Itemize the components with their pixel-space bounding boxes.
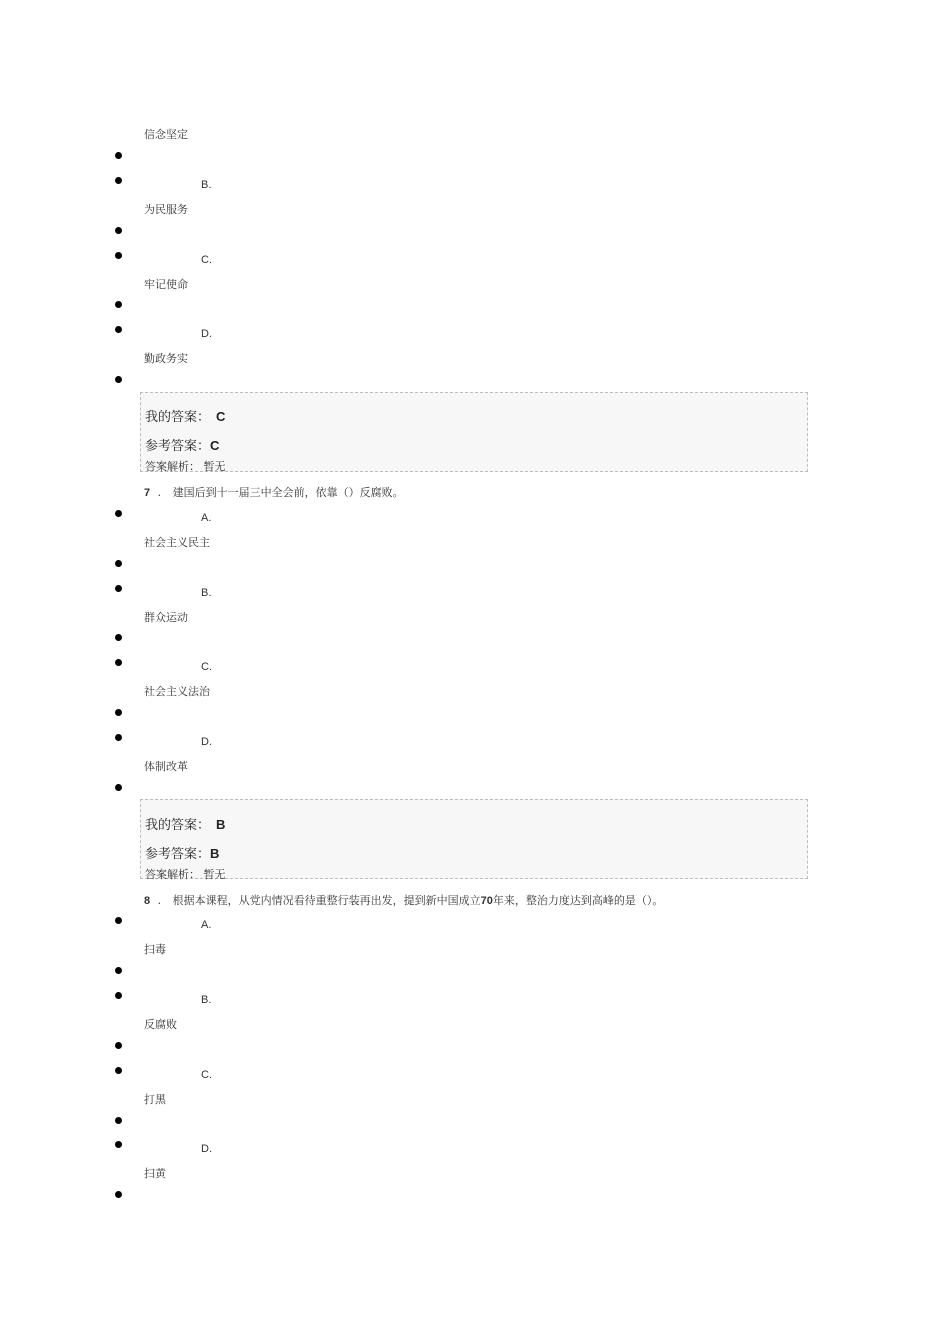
list-bullet xyxy=(115,326,122,333)
list-bullet xyxy=(115,784,122,791)
q6-answer-box xyxy=(140,392,808,472)
q7-my-answer xyxy=(145,814,225,833)
ref-answer-label: 参考答案： xyxy=(145,847,211,862)
question-text-part2: 年来，整治力度达到高峰的是（）。 xyxy=(492,894,664,907)
list-bullet xyxy=(115,917,122,924)
q6-ref-answer xyxy=(145,435,219,454)
list-bullet xyxy=(115,709,122,716)
question-number: 8 xyxy=(144,895,151,907)
q7-option-c-letter[interactable]: C. xyxy=(201,661,212,673)
question-number: 7 xyxy=(144,487,151,499)
list-bullet xyxy=(115,227,122,234)
question-text-part1: 根据本课程，从党内情况看待重整行装再出发，提到新中国成立 xyxy=(172,894,481,907)
q8-stem xyxy=(144,892,663,908)
q6-option-d-letter[interactable]: D. xyxy=(201,328,212,340)
q7-option-d-text: 体制改革 xyxy=(144,760,188,773)
list-bullet xyxy=(115,1117,122,1124)
question-text: 建国后到十一届三中全会前，依靠（）反腐败。 xyxy=(172,486,404,499)
explanation-value: 暂无 xyxy=(203,868,226,881)
q7-ref-answer xyxy=(145,843,219,862)
ref-answer-value: C xyxy=(210,438,220,453)
my-answer-value: B xyxy=(216,817,226,832)
question-separator: . xyxy=(157,894,162,907)
q7-option-a-text: 社会主义民主 xyxy=(144,536,210,549)
q6-option-b-text: 为民服务 xyxy=(144,203,188,216)
list-bullet xyxy=(115,585,122,592)
my-answer-value: C xyxy=(216,409,226,424)
q6-option-d-text: 勤政务实 xyxy=(144,352,188,365)
q8-option-a-letter[interactable]: A. xyxy=(201,919,212,931)
q6-option-c-text: 牢记使命 xyxy=(144,278,188,291)
q6-my-answer xyxy=(145,406,225,425)
q7-option-c-text: 社会主义法治 xyxy=(144,685,210,698)
list-bullet xyxy=(115,967,122,974)
list-bullet xyxy=(115,1191,122,1198)
list-bullet xyxy=(115,301,122,308)
ref-answer-label: 参考答案： xyxy=(145,439,211,454)
q6-option-b-letter[interactable]: B. xyxy=(201,179,212,191)
list-bullet xyxy=(115,152,122,159)
q8-option-d-text: 扫黄 xyxy=(144,1167,166,1180)
q8-option-a-text: 扫毒 xyxy=(144,943,166,956)
my-answer-label: 我的答案： xyxy=(145,410,211,425)
list-bullet xyxy=(115,734,122,741)
list-bullet xyxy=(115,1141,122,1148)
q7-explanation xyxy=(145,866,226,882)
ref-answer-value: B xyxy=(210,846,220,861)
list-bullet xyxy=(115,376,122,383)
q7-answer-box xyxy=(140,799,808,879)
my-answer-label: 我的答案： xyxy=(145,818,211,833)
list-bullet xyxy=(115,634,122,641)
list-bullet xyxy=(115,992,122,999)
list-bullet xyxy=(115,1067,122,1074)
q7-stem xyxy=(144,484,404,500)
list-bullet xyxy=(115,252,122,259)
q8-option-b-text: 反腐败 xyxy=(144,1018,177,1031)
explanation-value: 暂无 xyxy=(203,460,226,473)
q8-option-d-letter[interactable]: D. xyxy=(201,1143,212,1155)
q8-option-b-letter[interactable]: B. xyxy=(201,994,212,1006)
q6-option-a-text: 信念坚定 xyxy=(144,128,188,141)
question-separator: . xyxy=(157,486,162,499)
q7-option-b-text: 群众运动 xyxy=(144,611,188,624)
list-bullet xyxy=(115,177,122,184)
q7-option-d-letter[interactable]: D. xyxy=(201,736,212,748)
list-bullet xyxy=(115,510,122,517)
question-text-number: 70 xyxy=(480,895,493,907)
q6-explanation xyxy=(145,458,226,474)
explanation-label: 答案解析： xyxy=(145,868,200,881)
q7-option-a-letter[interactable]: A. xyxy=(201,512,212,524)
q7-option-b-letter[interactable]: B. xyxy=(201,587,212,599)
q8-option-c-letter[interactable]: C. xyxy=(201,1069,212,1081)
list-bullet xyxy=(115,1042,122,1049)
list-bullet xyxy=(115,560,122,567)
q8-option-c-text: 打黑 xyxy=(144,1093,166,1106)
q6-option-c-letter[interactable]: C. xyxy=(201,254,212,266)
explanation-label: 答案解析： xyxy=(145,460,200,473)
list-bullet xyxy=(115,659,122,666)
